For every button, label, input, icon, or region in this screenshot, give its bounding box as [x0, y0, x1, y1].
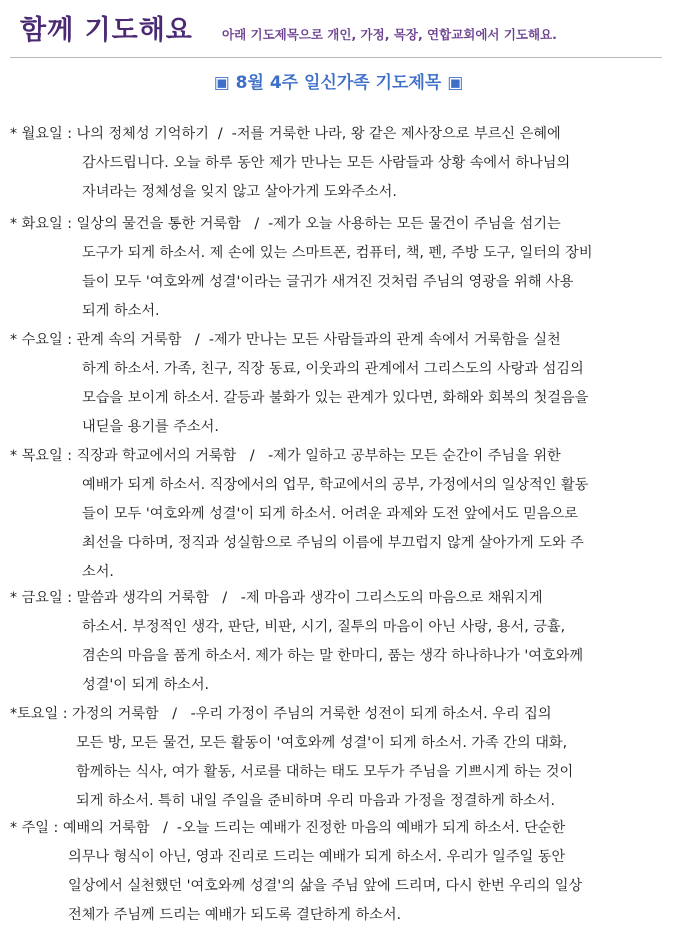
page-subtitle: 아래 기도제목으로 개인, 가정, 목장, 연합교회에서 기도해요. — [222, 27, 557, 42]
prayer-entry-monday — [10, 120, 670, 207]
entry-first-line — [10, 442, 670, 471]
prayer-text-line: -우리 가정이 주님의 거룩한 성전이 되게 하소서. 우리 집의 — [190, 706, 552, 722]
day-label: * 주일 : — [10, 820, 63, 836]
prayer-topic: 나의 정체성 기억하기 — [76, 126, 209, 142]
day-label: * 월요일 : — [10, 126, 77, 142]
prayer-text-line: 예배가 되게 하소서. 직장에서의 업무, 학교에서의 공부, 가정에서의 일상적인 활동 — [82, 477, 589, 493]
prayer-text-line: 전체가 주님께 드리는 예배가 되도록 결단하게 하소서. — [68, 907, 402, 923]
prayer-text-line: -저를 거룩한 나라, 왕 같은 제사장으로 부르신 은혜에 — [231, 126, 561, 142]
prayer-text-line: 의무나 형식이 아닌, 영과 진리로 드리는 예배가 되게 하소서. 우리가 일주일 동안 — [68, 849, 566, 865]
prayer-entry-wednesday — [10, 326, 670, 442]
prayer-text-line: 자녀라는 정체성을 잊지 않고 살아가게 도와주소서. — [82, 184, 397, 200]
day-label: *토요일 : — [10, 706, 73, 722]
prayer-text-line: 성결'이 되게 하소서. — [82, 677, 210, 693]
prayer-entry-saturday — [10, 700, 670, 816]
section-heading: ▣ 8월 4주 일신가족 기도제목 ▣ — [213, 73, 464, 93]
prayer-entry-sunday — [10, 814, 670, 930]
topic-separator: / — [240, 216, 269, 232]
prayer-topic: 일상의 물건을 통한 거룩함 — [76, 216, 241, 232]
prayer-text-line: 들이 모두 '여호와께 성결'이 되게 하소서. 어려운 과제와 도전 앞에서도 믿음으로 — [82, 506, 578, 522]
header-divider — [10, 57, 662, 58]
prayer-text-line: 감사드립니다. 오늘 하루 동안 제가 만나는 모든 사람들과 상황 속에서 하나님의 — [82, 155, 571, 171]
prayer-topic: 예배의 거룩함 — [62, 820, 150, 836]
topic-separator: / — [236, 448, 269, 464]
entry-first-line — [10, 120, 670, 149]
entry-first-line — [10, 210, 670, 239]
prayer-text-line: 겸손의 마음을 품게 하소서. 제가 하는 말 한마디, 품는 생각 하나하나가 '여호와께 — [82, 648, 584, 664]
day-label: * 화요일 : — [10, 216, 77, 232]
prayer-text-line: -제가 일하고 공부하는 모든 순간이 주님을 위한 — [268, 448, 561, 464]
prayer-text-line: 도구가 되게 하소서. 제 손에 있는 스마트폰, 컴퓨터, 책, 펜, 주방 도구, 일터의 장비 — [82, 245, 593, 261]
prayer-text-line: 소서. — [82, 564, 114, 580]
prayer-text-line: -제가 오늘 사용하는 모든 물건이 주님을 섬기는 — [268, 216, 561, 232]
topic-separator: / — [158, 706, 191, 722]
prayer-topic: 말씀과 생각의 거룩함 — [76, 590, 209, 606]
prayer-text-line: 하게 하소서. 가족, 친구, 직장 동료, 이웃과의 관계에서 그리스도의 사랑과 섬김의 — [82, 361, 584, 377]
prayer-entry-friday — [10, 584, 670, 700]
day-label: * 수요일 : — [10, 332, 77, 348]
prayer-entry-thursday — [10, 442, 670, 587]
page-title: 함께 기도해요 — [20, 15, 193, 46]
prayer-text-line: 최선을 다하며, 정직과 성실함으로 주님의 이름에 부끄럽지 않게 살아가게 도와 주 — [82, 535, 584, 551]
prayer-text-line: 함께하는 식사, 여가 활동, 서로를 대하는 태도 모두가 주님을 기쁘시게 하는 것이 — [76, 764, 574, 780]
prayer-entry-tuesday — [10, 210, 670, 326]
topic-separator: / — [208, 590, 241, 606]
prayer-topic: 가정의 거룩함 — [72, 706, 159, 722]
prayer-text-line: 내딛을 용기를 주소서. — [82, 419, 219, 435]
prayer-text-line: 모습을 보이게 하소서. 갈등과 불화가 있는 관계가 있다면, 화해와 회복의 첫걸음을 — [82, 390, 589, 406]
page-header — [0, 0, 677, 56]
topic-separator: / — [208, 126, 232, 142]
day-label: * 금요일 : — [10, 590, 77, 606]
entry-first-line — [10, 326, 670, 355]
prayer-text-line: 모든 방, 모든 물건, 모든 활동이 '여호와께 성결'이 되게 하소서. 가족 간의 대화, — [76, 735, 568, 751]
prayer-text-line: -제가 만나는 모든 사람들과의 관계 속에서 거룩함을 실천 — [208, 332, 561, 348]
prayer-text-line: -제 마음과 생각이 그리스도의 마음으로 채워지게 — [240, 590, 543, 606]
entry-first-line — [10, 814, 670, 843]
prayer-text-line: 되게 하소서. 특히 내일 주일을 준비하며 우리 마음과 가정을 정결하게 하소서. — [76, 793, 555, 809]
prayer-text-line: 들이 모두 '여호와께 성결'이라는 글귀가 새겨진 것처럼 주님의 영광을 위해 사용 — [82, 274, 574, 290]
prayer-topic: 관계 속의 거룩함 — [76, 332, 182, 348]
prayer-text-line: 하소서. 부정적인 생각, 판단, 비판, 시기, 질투의 마음이 아닌 사랑, 용서, 긍휼, — [82, 619, 566, 635]
topic-separator: / — [149, 820, 177, 836]
prayer-topic: 직장과 학교에서의 거룩함 — [76, 448, 237, 464]
entry-first-line — [10, 700, 670, 729]
prayer-text-line: 되게 하소서. — [82, 303, 160, 319]
prayer-text-line: -오늘 드리는 예배가 진정한 마음의 예배가 되게 하소서. 단순한 — [176, 820, 566, 836]
entry-first-line — [10, 584, 670, 613]
prayer-text-line: 일상에서 실천했던 '여호와께 성결'의 삶을 주님 앞에 드리며, 다시 한번 우리의 일상 — [68, 878, 583, 894]
day-label: * 목요일 : — [10, 448, 77, 464]
topic-separator: / — [181, 332, 209, 348]
